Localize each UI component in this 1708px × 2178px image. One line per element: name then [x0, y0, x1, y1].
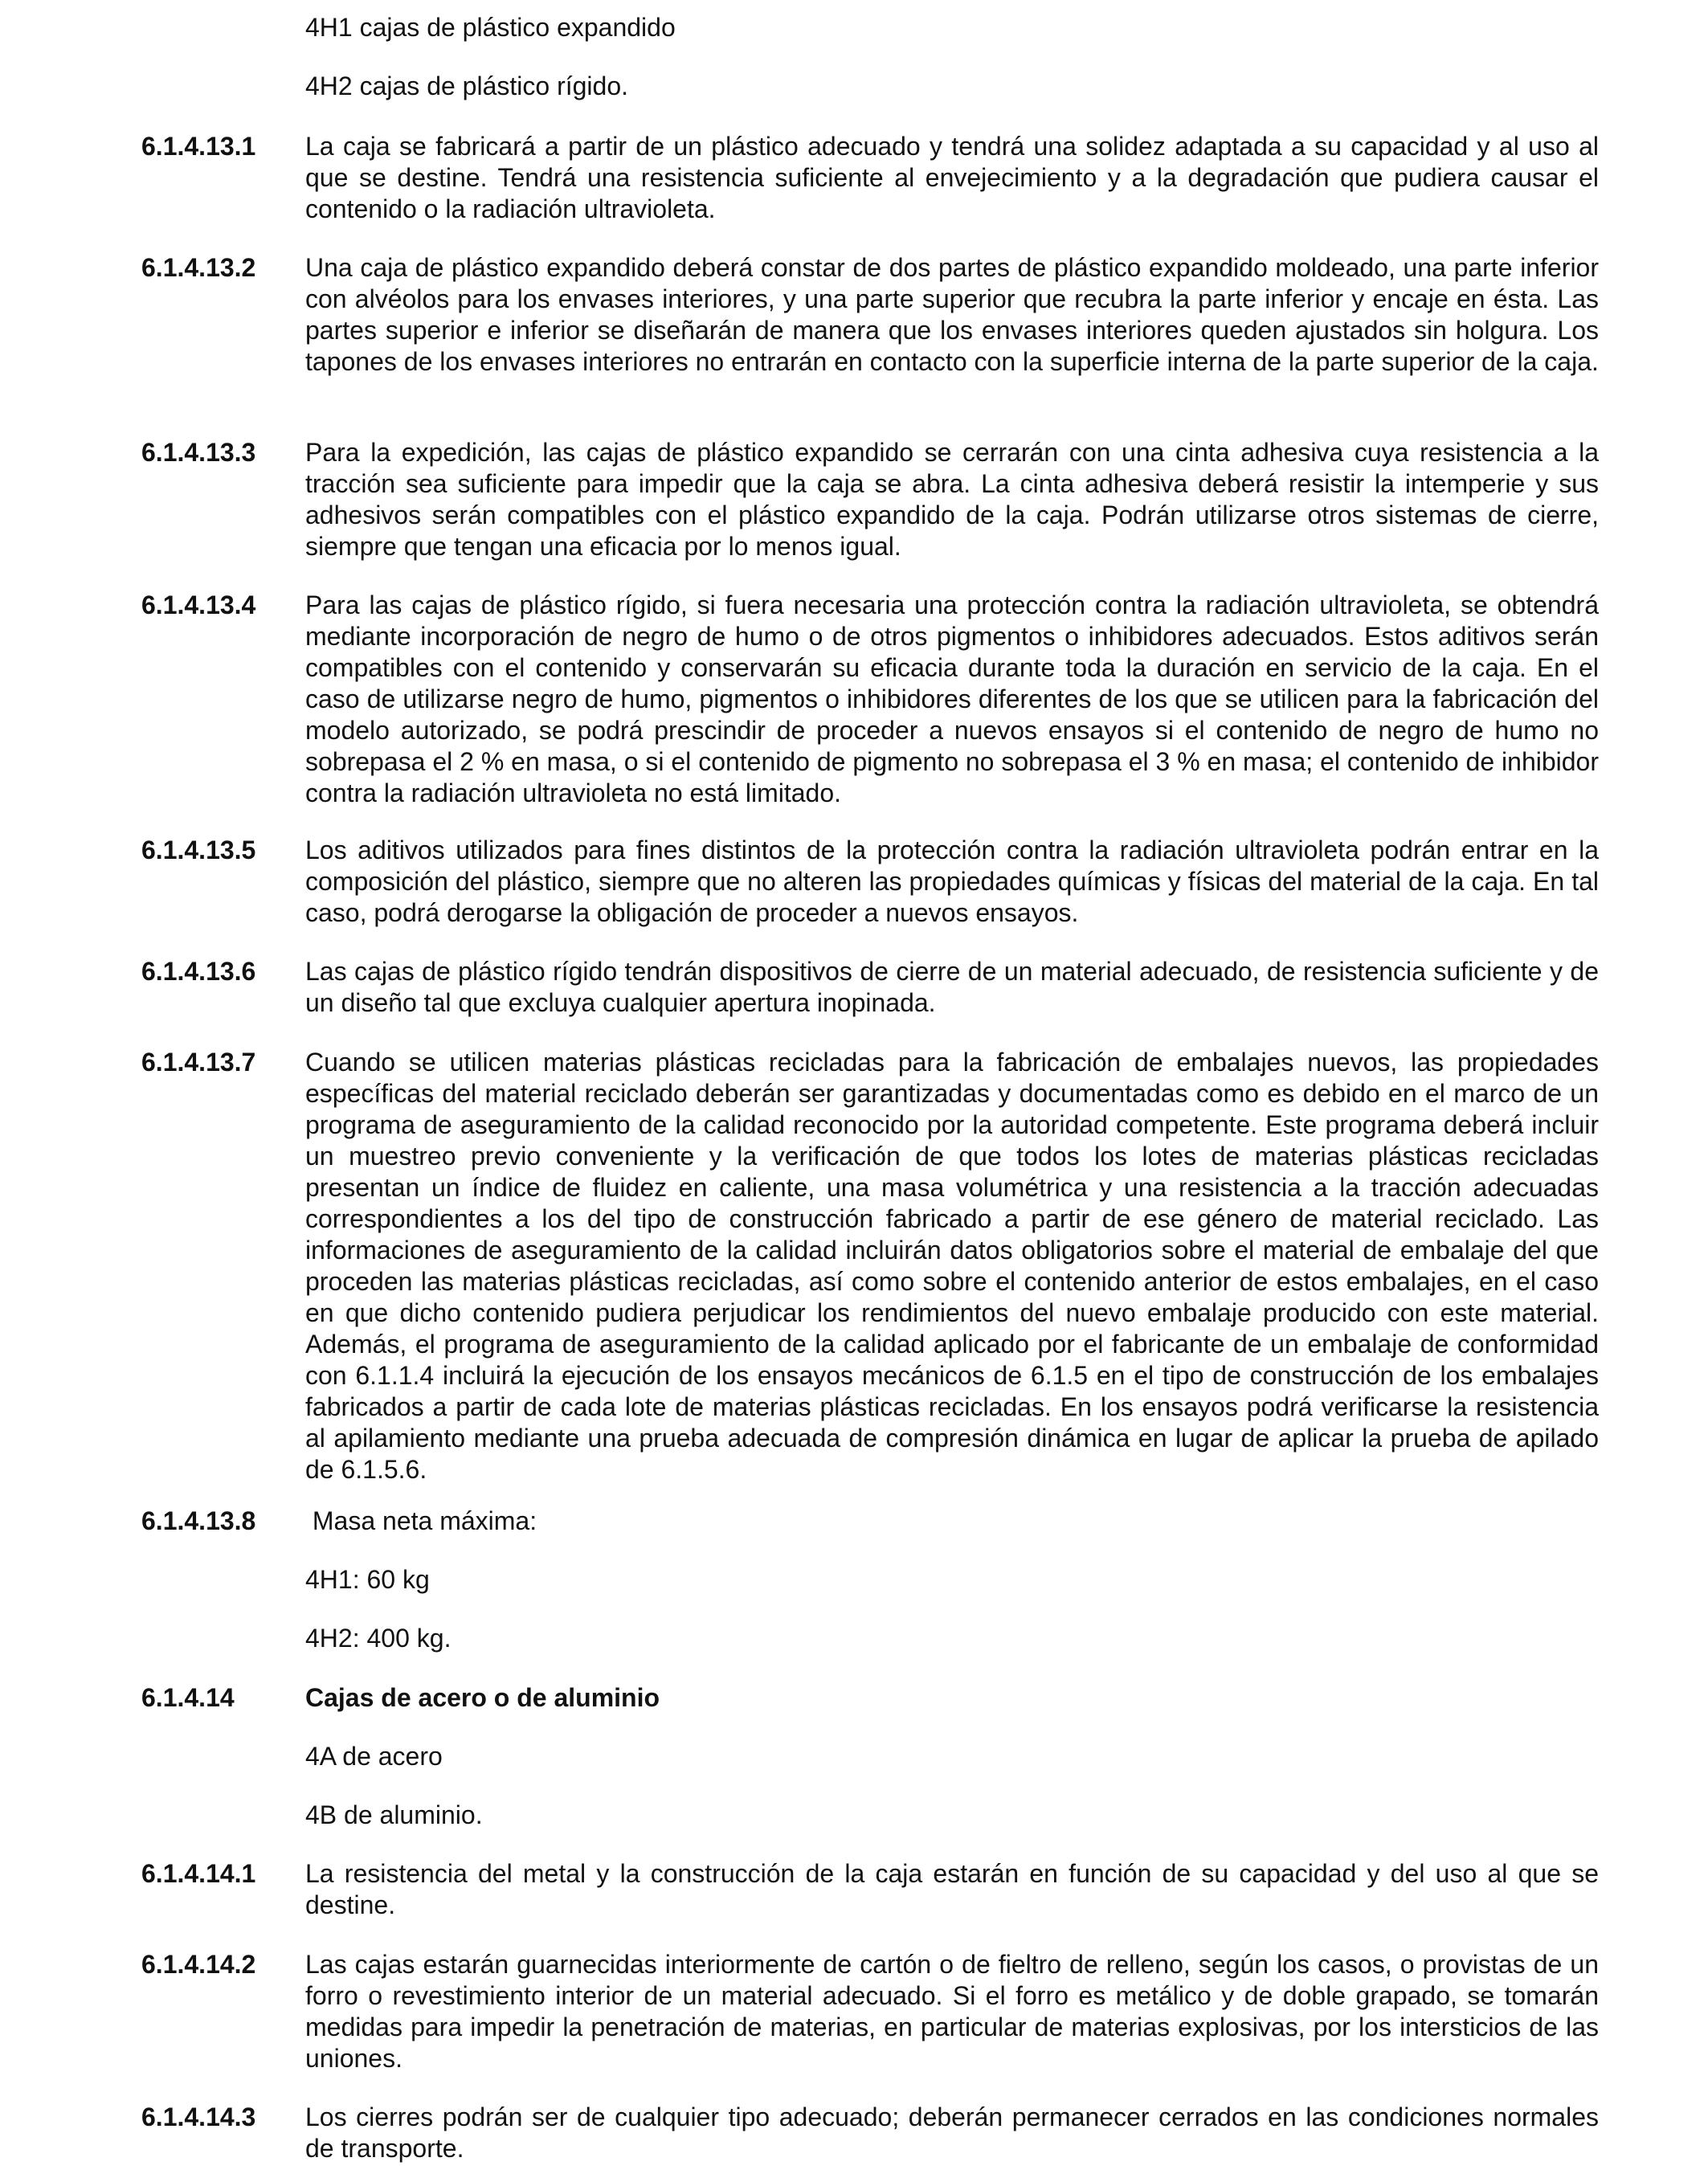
section-heading-6-1-4-14: Cajas de acero o de aluminio: [305, 1683, 660, 1712]
section-number-6-1-4-14-3: 6.1.4.14.3: [141, 2102, 256, 2131]
section-number-6-1-4-14-1: 6.1.4.14.1: [141, 1859, 256, 1888]
paragraph-6-1-4-14-1: La resistencia del metal y la construcción de la caja estarán en función de su capacidad y del uso al que se destine.: [305, 1859, 1599, 1919]
section-number-6-1-4-13-4: 6.1.4.13.4: [141, 590, 256, 619]
paragraph-6-1-4-13-5: Los aditivos utilizados para fines distintos de la protección contra la radiación ultravioleta podrán entrar en la composición del plástico, siempre que no alteren las propiedades químicas y físicas del material de la caja. En tal caso, podrá derogarse la obligación de proceder a nuevos ensayos.: [305, 836, 1599, 927]
paragraph-4h1: 4H1 cajas de plástico expandido: [305, 13, 676, 42]
paragraph-6-1-4-14-3: Los cierres podrán ser de cualquier tipo adecuado; deberán permanecer cerrados en las condiciones normales de transporte.: [305, 2102, 1599, 2163]
paragraph-6-1-4-14-2: Las cajas estarán guarnecidas interiormente de cartón o de fieltro de relleno, según los casos, o provistas de un forro o revestimiento interior de un material adecuado. Si el forro es metálico y de doble grapado, se tomarán medidas para impedir la penetración de materias, en particular de materias explosivas, por los intersticios de las uniones.: [305, 1950, 1599, 2073]
section-number-6-1-4-14: 6.1.4.14: [141, 1683, 235, 1712]
paragraph-4b: 4B de aluminio.: [305, 1800, 483, 1829]
section-number-6-1-4-13-3: 6.1.4.13.3: [141, 438, 256, 467]
section-number-6-1-4-14-2: 6.1.4.14.2: [141, 1950, 256, 1979]
paragraph-6-1-4-13-1: La caja se fabricará a partir de un plástico adecuado y tendrá una solidez adaptada a su capacidad y al uso al que se destine. Tendrá una resistencia suficiente al envejecimiento y a la degradación que pudiera causar el contenido o la radiación ultravioleta.: [305, 132, 1599, 223]
paragraph-6-1-4-13-8: Masa neta máxima:: [305, 1506, 537, 1535]
paragraph-6-1-4-13-7: Cuando se utilicen materias plásticas recicladas para la fabricación de embalajes nuevos, las propiedades específicas del material reciclado deberán ser garantizadas y documentadas como es debido en el marco de un programa de aseguramiento de la calidad reconocido por la autoridad competente. Este programa deberá incluir un muestreo previo conveniente y la verificación de que todos los lotes de materias plásticas recicladas presentan un índice de fluidez en caliente, una masa volumétrica y una resistencia a la tracción adecuadas correspondientes a los del tipo de construcción fabricado a partir de ese género de material reciclado. Las informaciones de aseguramiento de la calidad incluirán datos obligatorios sobre el material de embalaje del que proceden las materias plásticas recicladas, así como sobre el contenido anterior de estos embalajes, en el caso en que dicho contenido pudiera perjudicar los rendimientos del nuevo embalaje producido con este material. Además, el programa de aseguramiento de la calidad aplicado por el fabricante de un embalaje de conformidad con 6.1.1.4 incluirá la ejecución de los ensayos mecánicos de 6.1.5 en el tipo de construcción de los embalajes fabricados a partir de cada lote de materias plásticas recicladas. En los ensayos podrá verificarse la resistencia al apilamiento mediante una prueba adecuada de compresión dinámica en lugar de aplicar la prueba de apilado de 6.1.5.6.: [305, 1048, 1599, 1484]
paragraph-6-1-4-13-3: Para la expedición, las cajas de plástico expandido se cerrarán con una cinta adhesiva cuya resistencia a la tracción sea suficiente para impedir que la caja se abra. La cinta adhesiva deberá resistir la intemperie y sus adhesivos serán compatibles con el plástico expandido de la caja. Podrán utilizarse otros sistemas de cierre, siempre que tengan una eficacia por lo menos igual.: [305, 438, 1599, 561]
section-number-6-1-4-13-5: 6.1.4.13.5: [141, 836, 256, 864]
paragraph-4h2-mass: 4H2: 400 kg.: [305, 1624, 452, 1653]
paragraph-6-1-4-13-4: Para las cajas de plástico rígido, si fuera necesaria una protección contra la radiación ultravioleta, se obtendrá mediante incorporación de negro de humo o de otros pigmentos o inhibidores adecuados. Estos aditivos serán compatibles con el contenido y conservarán su eficacia durante toda la duración en servicio de la caja. En el caso de utilizarse negro de humo, pigmentos o inhibidores diferentes de los que se utilicen para la fabricación del modelo autorizado, se podrá prescindir de proceder a nuevos ensayos si el contenido de negro de humo no sobrepasa el 2 % en masa, o si el contenido de pigmento no sobrepasa el 3 % en masa; el contenido de inhibidor contra la radiación ultravioleta no está limitado.: [305, 590, 1599, 807]
paragraph-4h2: 4H2 cajas de plástico rígido.: [305, 72, 628, 100]
paragraph-6-1-4-13-6: Las cajas de plástico rígido tendrán dispositivos de cierre de un material adecuado, de resistencia suficiente y de un diseño tal que excluya cualquier apertura inopinada.: [305, 957, 1599, 1017]
paragraph-4a: 4A de acero: [305, 1742, 443, 1771]
section-number-6-1-4-13-2: 6.1.4.13.2: [141, 253, 256, 282]
section-number-6-1-4-13-8: 6.1.4.13.8: [141, 1506, 256, 1535]
section-number-6-1-4-13-1: 6.1.4.13.1: [141, 132, 256, 161]
section-number-6-1-4-13-6: 6.1.4.13.6: [141, 957, 256, 986]
section-number-6-1-4-13-7: 6.1.4.13.7: [141, 1048, 256, 1077]
paragraph-4h1-mass: 4H1: 60 kg: [305, 1565, 430, 1594]
paragraph-6-1-4-13-2: Una caja de plástico expandido deberá constar de dos partes de plástico expandido moldeado, una parte inferior con alvéolos para los envases interiores, y una parte superior que recubra la parte inferior y encaje en ésta. Las partes superior e inferior se diseñarán de manera que los envases interiores queden ajustados sin holgura. Los tapones de los envases interiores no entrarán en contacto con la superficie interna de la parte superior de la caja.: [305, 253, 1599, 376]
